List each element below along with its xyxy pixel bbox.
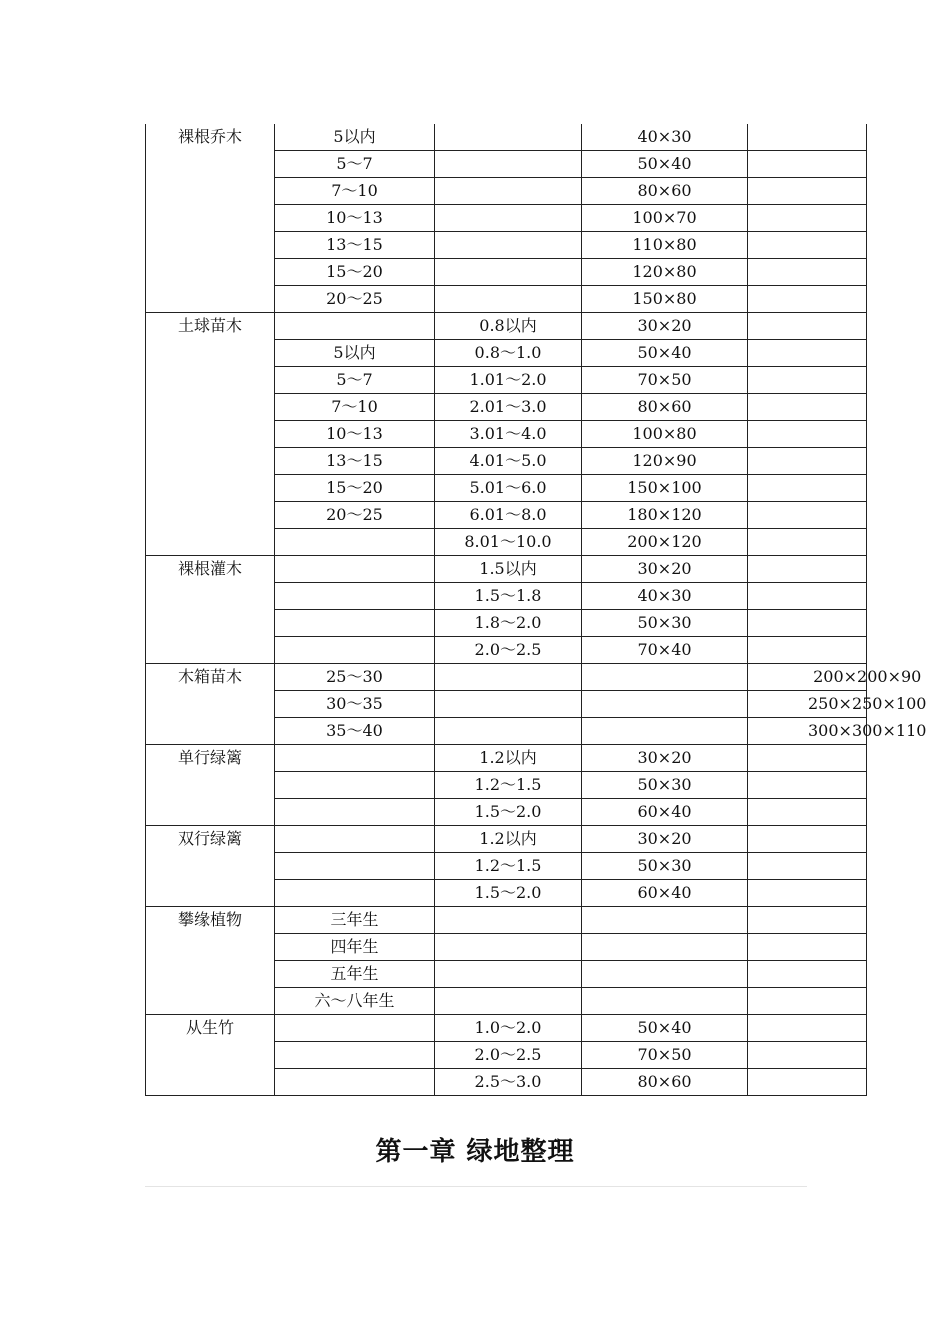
height-cell: 1.5以内 — [435, 556, 582, 583]
pit-size-cell — [582, 691, 748, 718]
pit-size-cell: 80×60 — [582, 394, 748, 421]
height-cell: 1.8～2.0 — [435, 610, 582, 637]
trunk-diameter-cell: 五年生 — [275, 961, 435, 988]
box-size-cell — [748, 313, 867, 340]
trunk-diameter-cell — [275, 637, 435, 664]
height-cell: 1.2～1.5 — [435, 853, 582, 880]
box-size-cell — [748, 583, 867, 610]
trunk-diameter-cell — [275, 826, 435, 853]
height-cell — [435, 286, 582, 313]
height-cell: 1.01～2.0 — [435, 367, 582, 394]
trunk-diameter-cell — [275, 556, 435, 583]
box-size-cell — [748, 691, 927, 718]
trunk-diameter-cell: 25～30 — [275, 664, 435, 691]
height-cell: 5.01～6.0 — [435, 475, 582, 502]
trunk-diameter-cell — [275, 1042, 435, 1069]
box-size-cell — [748, 502, 867, 529]
trunk-diameter-cell — [275, 799, 435, 826]
trunk-diameter-cell: 10～13 — [275, 421, 435, 448]
pit-size-cell: 50×30 — [582, 610, 748, 637]
trunk-diameter-cell: 10～13 — [275, 205, 435, 232]
category-cell: 裸根乔木 — [146, 124, 275, 313]
height-cell: 6.01～8.0 — [435, 502, 582, 529]
pit-size-cell — [582, 907, 748, 934]
height-cell — [435, 718, 582, 745]
box-size-cell — [748, 205, 867, 232]
trunk-diameter-cell: 5以内 — [275, 340, 435, 367]
height-cell: 1.2以内 — [435, 745, 582, 772]
trunk-diameter-cell — [275, 610, 435, 637]
box-size-cell — [748, 1069, 867, 1096]
pit-size-cell: 150×100 — [582, 475, 748, 502]
box-size-cell — [748, 907, 867, 934]
box-size-cell — [748, 178, 867, 205]
pit-size-cell: 50×40 — [582, 1015, 748, 1042]
trunk-diameter-cell: 30～35 — [275, 691, 435, 718]
category-cell: 木箱苗木 — [146, 664, 275, 745]
trunk-diameter-cell — [275, 772, 435, 799]
box-size-cell — [748, 340, 867, 367]
height-cell — [435, 205, 582, 232]
box-size-cell — [748, 745, 867, 772]
height-cell: 1.5～2.0 — [435, 799, 582, 826]
pit-size-cell: 40×30 — [582, 124, 748, 151]
pit-size-cell: 40×30 — [582, 583, 748, 610]
category-cell: 单行绿篱 — [146, 745, 275, 826]
table-row — [146, 313, 867, 340]
pit-size-cell: 50×40 — [582, 151, 748, 178]
trunk-diameter-cell: 7～10 — [275, 394, 435, 421]
box-size-cell — [748, 232, 867, 259]
box-size-cell — [748, 151, 867, 178]
table-row — [146, 745, 867, 772]
table-row — [146, 1015, 867, 1042]
pit-size-cell: 200×120 — [582, 529, 748, 556]
height-cell: 1.5～2.0 — [435, 880, 582, 907]
box-size-cell — [748, 961, 867, 988]
pit-size-cell: 70×50 — [582, 367, 748, 394]
table-row — [146, 907, 867, 934]
height-cell: 1.0～2.0 — [435, 1015, 582, 1042]
height-cell — [435, 124, 582, 151]
box-size-cell — [748, 367, 867, 394]
pit-size-cell: 150×80 — [582, 286, 748, 313]
trunk-diameter-cell: 三年生 — [275, 907, 435, 934]
pit-size-cell: 120×90 — [582, 448, 748, 475]
category-cell: 双行绿篱 — [146, 826, 275, 907]
pit-size-cell: 60×40 — [582, 880, 748, 907]
box-size-cell — [748, 448, 867, 475]
pit-size-cell — [582, 988, 748, 1015]
box-size-cell — [748, 934, 867, 961]
trunk-diameter-cell: 5～7 — [275, 367, 435, 394]
table-row — [146, 124, 867, 151]
height-cell — [435, 988, 582, 1015]
pit-size-cell: 30×20 — [582, 826, 748, 853]
box-size-cell — [748, 853, 867, 880]
box-size-cell — [748, 421, 867, 448]
height-cell: 2.0～2.5 — [435, 1042, 582, 1069]
trunk-diameter-cell: 20～25 — [275, 286, 435, 313]
height-cell: 1.2以内 — [435, 826, 582, 853]
trunk-diameter-cell — [275, 853, 435, 880]
pit-size-cell: 50×40 — [582, 340, 748, 367]
pit-size-cell: 50×30 — [582, 772, 748, 799]
height-cell: 1.2～1.5 — [435, 772, 582, 799]
pit-size-cell: 120×80 — [582, 259, 748, 286]
height-cell — [435, 259, 582, 286]
height-cell: 0.8以内 — [435, 313, 582, 340]
trunk-diameter-cell: 13～15 — [275, 232, 435, 259]
table-row — [146, 826, 867, 853]
chapter-heading: 第一章 绿地整理 — [375, 1137, 575, 1167]
pit-size-cell: 180×120 — [582, 502, 748, 529]
height-cell: 8.01～10.0 — [435, 529, 582, 556]
box-size-cell — [748, 286, 867, 313]
trunk-diameter-cell — [275, 745, 435, 772]
trunk-diameter-cell: 六～八年生 — [275, 988, 435, 1015]
pit-size-cell — [582, 718, 748, 745]
pit-size-cell — [582, 664, 748, 691]
height-cell: 2.5～3.0 — [435, 1069, 582, 1096]
pit-size-cell: 100×70 — [582, 205, 748, 232]
height-cell — [435, 232, 582, 259]
box-size-cell — [748, 394, 867, 421]
height-cell: 3.01～4.0 — [435, 421, 582, 448]
height-cell: 4.01～5.0 — [435, 448, 582, 475]
height-cell — [435, 691, 582, 718]
box-size-cell — [748, 664, 922, 691]
box-size-cell — [748, 124, 867, 151]
height-cell — [435, 934, 582, 961]
box-size-text: 250×250×100 — [808, 694, 927, 713]
category-cell: 土球苗木 — [146, 313, 275, 556]
section-divider — [145, 1186, 807, 1187]
trunk-diameter-cell: 四年生 — [275, 934, 435, 961]
pit-size-cell: 110×80 — [582, 232, 748, 259]
box-size-cell — [748, 475, 867, 502]
box-size-cell — [748, 556, 867, 583]
category-cell: 攀缘植物 — [146, 907, 275, 1015]
trunk-diameter-cell — [275, 313, 435, 340]
pit-size-cell: 70×50 — [582, 1042, 748, 1069]
box-size-cell — [748, 637, 867, 664]
trunk-diameter-cell: 15～20 — [275, 259, 435, 286]
table-row — [146, 664, 867, 691]
trunk-diameter-cell: 20～25 — [275, 502, 435, 529]
box-size-cell — [748, 1042, 867, 1069]
table-row — [146, 556, 867, 583]
box-size-cell — [748, 772, 867, 799]
pit-size-cell: 50×30 — [582, 853, 748, 880]
height-cell — [435, 178, 582, 205]
trunk-diameter-cell — [275, 1069, 435, 1096]
height-cell: 1.5～1.8 — [435, 583, 582, 610]
trunk-diameter-cell — [275, 1015, 435, 1042]
trunk-diameter-cell — [275, 529, 435, 556]
planting-pit-spec-table — [145, 124, 927, 1096]
height-cell — [435, 151, 582, 178]
height-cell — [435, 664, 582, 691]
box-size-cell — [748, 826, 867, 853]
height-cell: 0.8～1.0 — [435, 340, 582, 367]
trunk-diameter-cell: 5以内 — [275, 124, 435, 151]
trunk-diameter-cell: 15～20 — [275, 475, 435, 502]
pit-size-cell: 70×40 — [582, 637, 748, 664]
pit-size-cell: 60×40 — [582, 799, 748, 826]
pit-size-cell: 100×80 — [582, 421, 748, 448]
spec-table-body — [146, 124, 927, 1096]
category-cell: 裸根灌木 — [146, 556, 275, 664]
height-cell — [435, 961, 582, 988]
box-size-cell — [748, 988, 867, 1015]
box-size-cell — [748, 259, 867, 286]
pit-size-cell: 30×20 — [582, 556, 748, 583]
pit-size-cell: 80×60 — [582, 1069, 748, 1096]
pit-size-cell — [582, 934, 748, 961]
trunk-diameter-cell: 7～10 — [275, 178, 435, 205]
box-size-cell — [748, 1015, 867, 1042]
trunk-diameter-cell: 5～7 — [275, 151, 435, 178]
trunk-diameter-cell: 13～15 — [275, 448, 435, 475]
box-size-cell — [748, 799, 867, 826]
height-cell: 2.01～3.0 — [435, 394, 582, 421]
pit-size-cell: 80×60 — [582, 178, 748, 205]
pit-size-cell — [582, 961, 748, 988]
box-size-cell — [748, 718, 927, 745]
trunk-diameter-cell — [275, 880, 435, 907]
trunk-diameter-cell: 35～40 — [275, 718, 435, 745]
box-size-text: 300×300×110 — [808, 721, 927, 740]
box-size-cell — [748, 610, 867, 637]
box-size-cell — [748, 529, 867, 556]
pit-size-cell: 30×20 — [582, 313, 748, 340]
box-size-cell — [748, 880, 867, 907]
pit-size-cell: 30×20 — [582, 745, 748, 772]
box-size-text: 200×200×90 — [813, 667, 922, 686]
height-cell — [435, 907, 582, 934]
height-cell: 2.0～2.5 — [435, 637, 582, 664]
category-cell: 从生竹 — [146, 1015, 275, 1096]
trunk-diameter-cell — [275, 583, 435, 610]
